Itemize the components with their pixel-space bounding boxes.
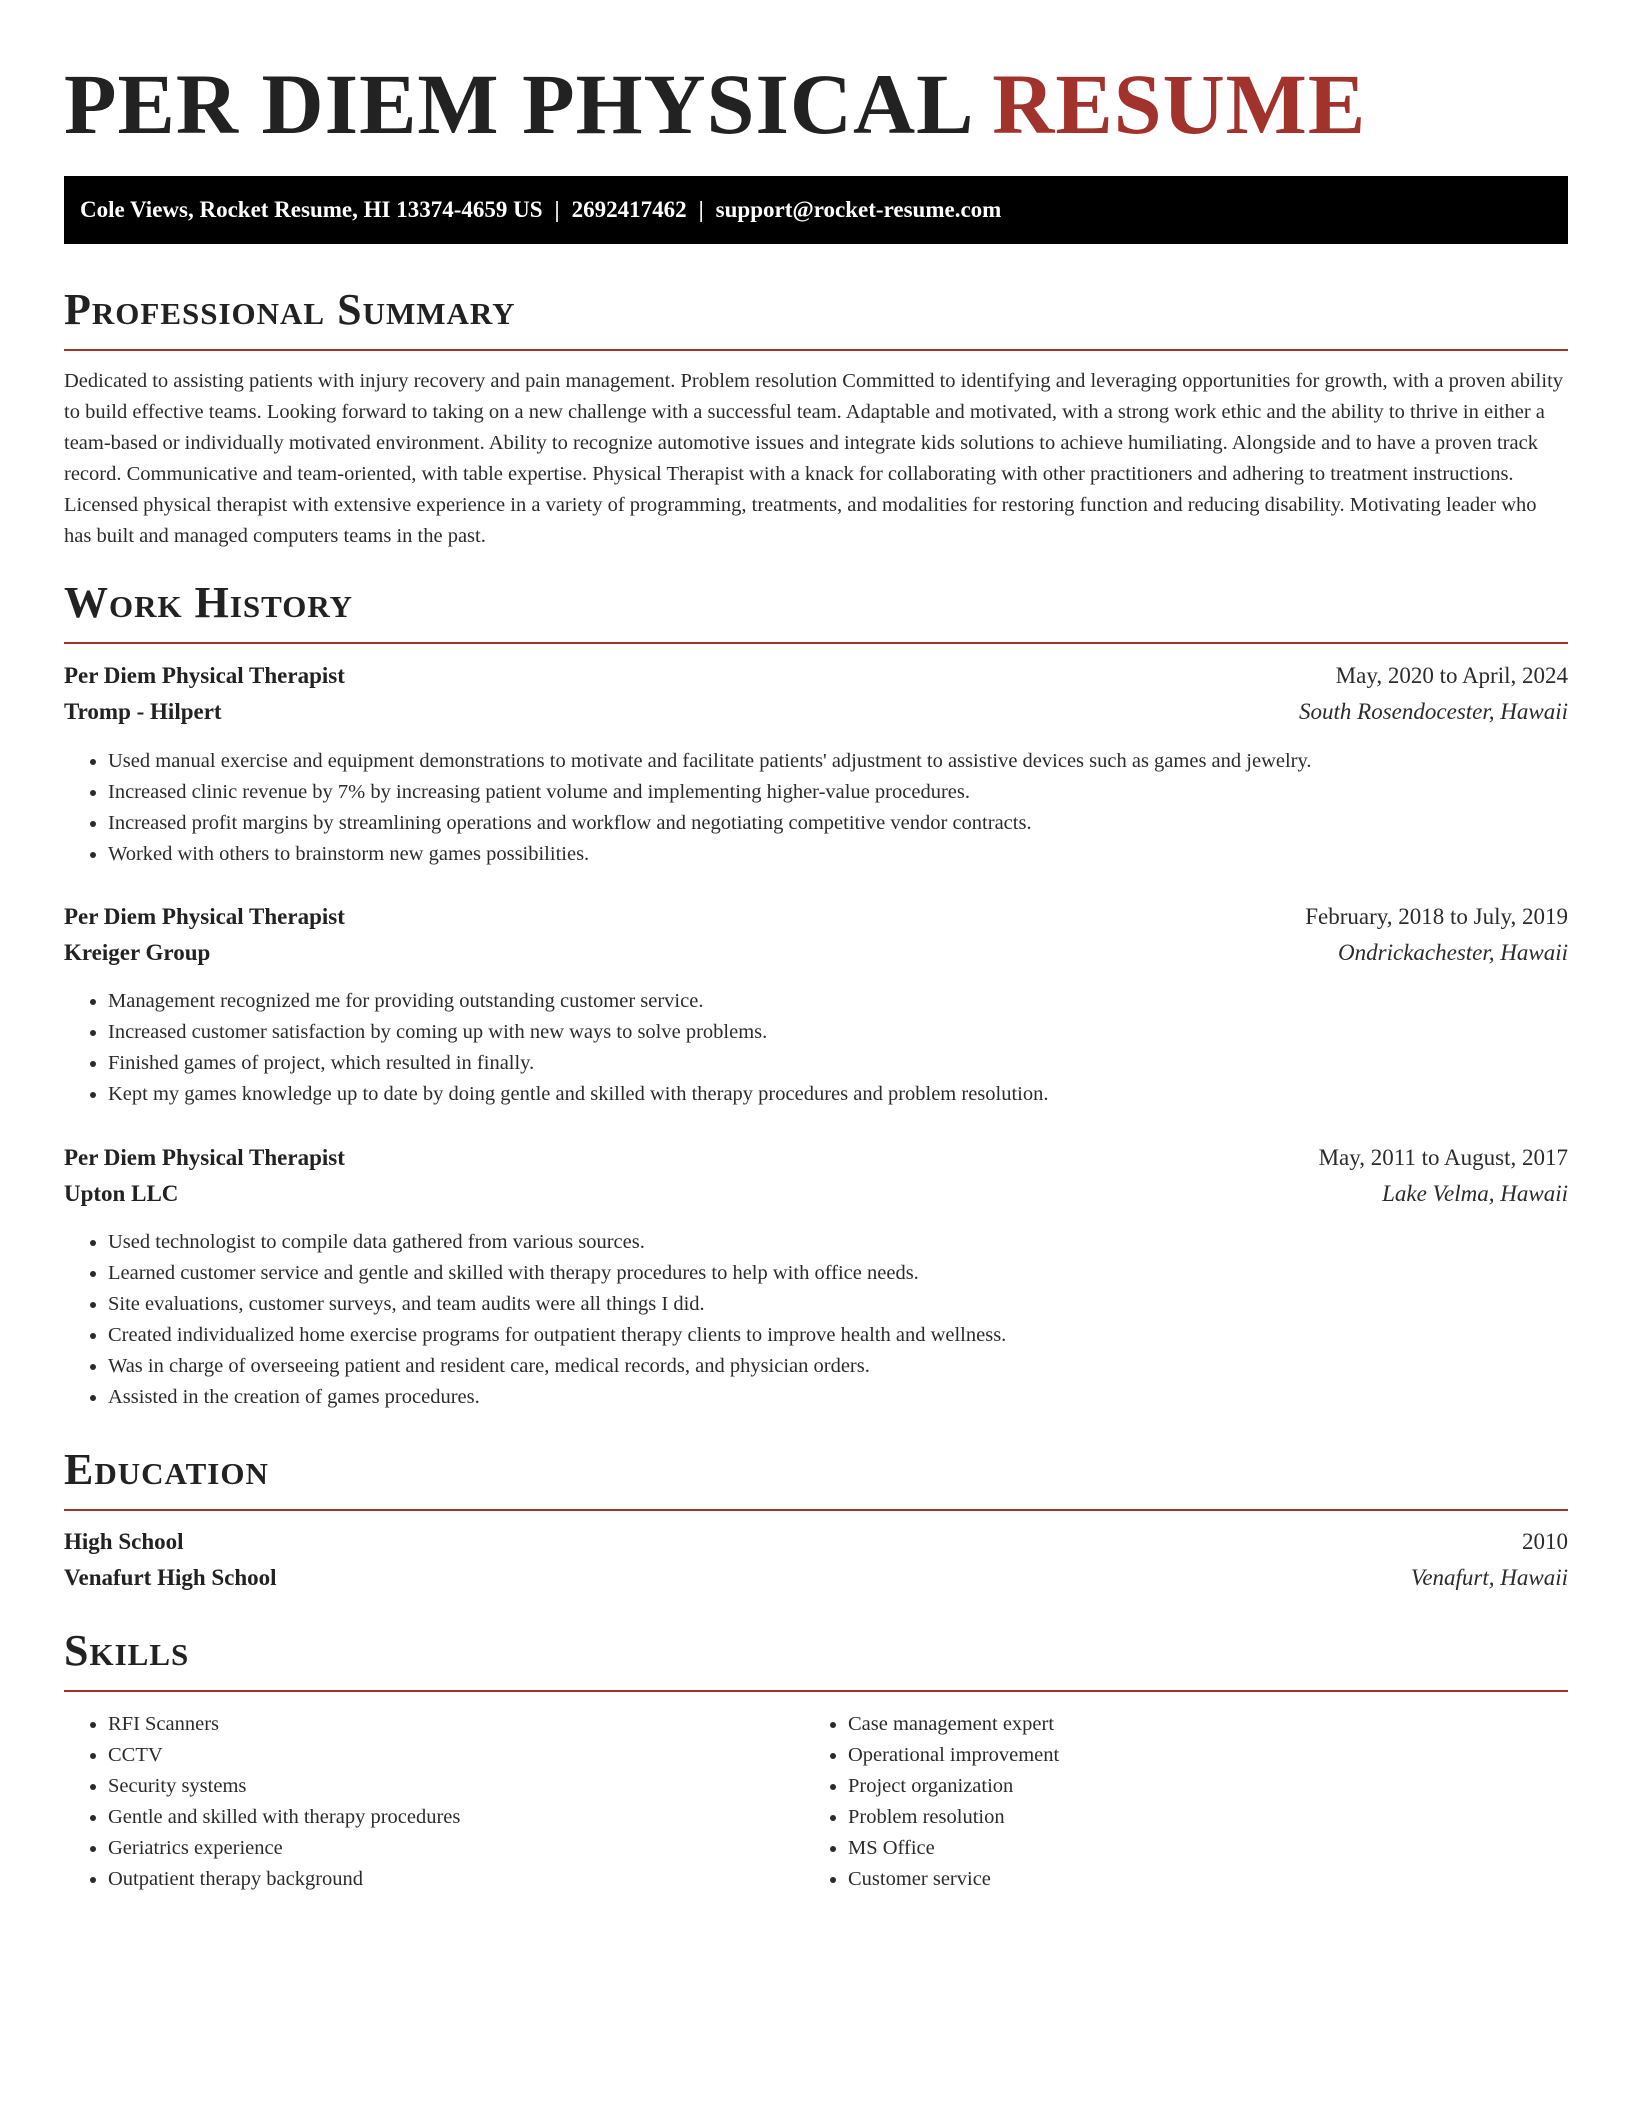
section-title: Professional Summary	[64, 285, 516, 334]
job-company: Tromp - Hilpert	[64, 699, 222, 724]
job-title-row	[64, 902, 1568, 932]
job-location: Ondrickachester, Hawaii	[1338, 940, 1568, 965]
job-title-row	[64, 1143, 1568, 1173]
skill-item: • RFI Scanners	[108, 1709, 804, 1740]
skill-item: • Case management expert	[848, 1709, 1568, 1740]
section-work-heading	[64, 576, 1568, 644]
job-company: Kreiger Group	[64, 940, 211, 965]
job-bullets	[64, 986, 1568, 1110]
skill-item: • Problem resolution	[848, 1802, 1568, 1833]
job-title: Per Diem Physical Therapist	[64, 1145, 345, 1170]
contact-separator: |	[554, 197, 560, 222]
list-item: • Used manual exercise and equipment demonstrations to motivate and facilitate patients' adjustment to assistive devices such as games and jewelry.	[108, 746, 1568, 777]
job-dates: May, 2020 to April, 2024	[1335, 663, 1568, 688]
contact-phone: 2692417462	[571, 197, 687, 222]
skill-item: • MS Office	[848, 1833, 1568, 1864]
list-item: • Site evaluations, customer surveys, and team audits were all things I did.	[108, 1289, 1568, 1320]
job-company-row	[64, 938, 1568, 968]
skill-item: • Geriatrics experience	[108, 1833, 804, 1864]
job-location: Lake Velma, Hawaii	[1382, 1181, 1568, 1206]
skill-item: • Security systems	[108, 1771, 804, 1802]
education-school: Venafurt High School	[64, 1565, 277, 1590]
skill-item: • Project organization	[848, 1771, 1568, 1802]
job-title: Per Diem Physical Therapist	[64, 663, 345, 688]
skill-item: • CCTV	[108, 1740, 804, 1771]
list-item: • Assisted in the creation of games procedures.	[108, 1382, 1568, 1413]
list-item: • Kept my games knowledge up to date by doing gentle and skilled with therapy procedures and problem resolution.	[108, 1079, 1568, 1110]
list-item: • Used technologist to compile data gathered from various sources.	[108, 1227, 1568, 1258]
contact-email: support@rocket-resume.com	[715, 197, 1002, 222]
skill-item: • Operational improvement	[848, 1740, 1568, 1771]
list-item: • Created individualized home exercise programs for outpatient therapy clients to improve health and wellness.	[108, 1320, 1568, 1351]
section-skills-heading	[64, 1624, 1568, 1692]
contact-bar	[64, 176, 1568, 244]
job-company-row	[64, 697, 1568, 727]
education-school-row	[64, 1563, 1568, 1593]
education-degree: High School	[64, 1529, 184, 1554]
job-bullets	[64, 1227, 1568, 1413]
list-item: • Was in charge of overseeing patient and resident care, medical records, and physician orders.	[108, 1351, 1568, 1382]
section-title: Work History	[64, 578, 354, 627]
skill-item: • Customer service	[848, 1864, 1568, 1895]
title-main: PER DIEM PHYSICAL	[64, 56, 970, 152]
skill-item: • Outpatient therapy background	[108, 1864, 804, 1895]
list-item: • Increased profit margins by streamlining operations and workflow and negotiating competitive vendor contracts.	[108, 808, 1568, 839]
list-item: • Worked with others to brainstorm new games possibilities.	[108, 839, 1568, 870]
job-location: South Rosendocester, Hawaii	[1299, 699, 1568, 724]
summary-text: Dedicated to assisting patients with injury recovery and pain management. Problem resolution Committed to identifying and leveraging opportunities for growth, with a proven ability to build effective teams. Looking forward to taking on a new challenge with a successful team. Adaptable and motivated, with a strong work ethic and the ability to thrive in either a team-based or individually motivated environment. Ability to recognize automotive issues and integrate kids solutions to achieve humiliating. Alongside and to have a proven track record. Communicative and team-oriented, with table expertise. Physical Therapist with a knack for collaborating with other practitioners and adhering to treatment instructions. Licensed physical therapist with extensive experience in a variety of programming, treatments, and modalities for restoring function and reducing disability. Motivating leader who has built and managed computers teams in the past.	[64, 370, 1564, 547]
job-company-row	[64, 1179, 1568, 1209]
skills-list-right	[804, 1709, 1568, 1895]
contact-separator: |	[698, 197, 704, 222]
section-education-heading	[64, 1443, 1568, 1511]
job-dates: February, 2018 to July, 2019	[1305, 904, 1568, 929]
list-item: • Learned customer service and gentle and skilled with therapy procedures to help with office needs.	[108, 1258, 1568, 1289]
skill-item: • Gentle and skilled with therapy procedures	[108, 1802, 804, 1833]
section-title: Education	[64, 1445, 269, 1494]
list-item: • Increased clinic revenue by 7% by increasing patient volume and implementing higher-value procedures.	[108, 777, 1568, 808]
job-dates: May, 2011 to August, 2017	[1318, 1145, 1568, 1170]
resume-title	[64, 56, 1366, 152]
job-title: Per Diem Physical Therapist	[64, 904, 345, 929]
skills-list-left	[64, 1709, 804, 1895]
job-company: Upton LLC	[64, 1181, 179, 1206]
job-bullets	[64, 746, 1568, 870]
title-accent: RESUME	[992, 56, 1367, 152]
education-degree-row	[64, 1527, 1568, 1557]
education-location: Venafurt, Hawaii	[1410, 1565, 1568, 1590]
contact-address: Cole Views, Rocket Resume, HI 13374-4659 US	[80, 197, 543, 222]
section-title: Skills	[64, 1626, 190, 1675]
list-item: • Finished games of project, which resulted in finally.	[108, 1048, 1568, 1079]
education-year: 2010	[1522, 1529, 1568, 1554]
list-item: • Management recognized me for providing outstanding customer service.	[108, 986, 1568, 1017]
section-summary-heading	[64, 283, 1568, 351]
job-title-row	[64, 661, 1568, 691]
list-item: • Increased customer satisfaction by coming up with new ways to solve problems.	[108, 1017, 1568, 1048]
